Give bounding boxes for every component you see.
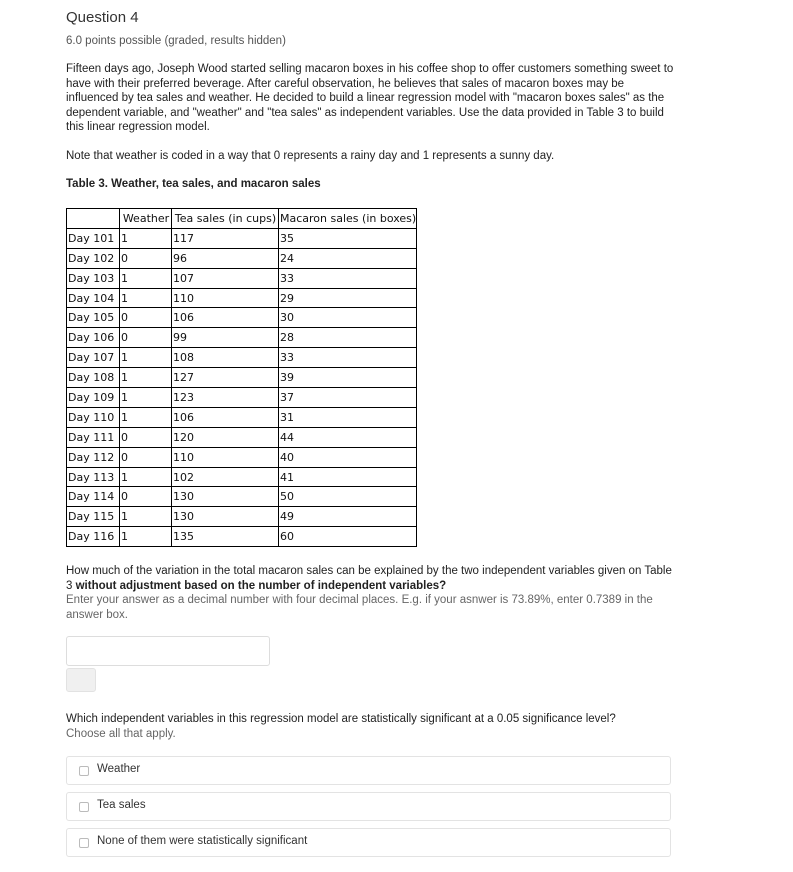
table-row: [67, 248, 417, 268]
cell-tea-sales: 106: [172, 308, 279, 328]
cell-macaron-sales: 33: [279, 268, 417, 288]
cell-tea-sales: 110: [172, 447, 279, 467]
cell-weather: 1: [120, 368, 172, 388]
cell-day: Day 114: [67, 487, 120, 507]
question-intro: Fifteen days ago, Joseph Wood started selling macaron boxes in his coffee shop to offer customers something sweet to have with their preferred beverage. After careful observation, he believes that sales of macaron boxes may be influenced by tea sales and weather. He decided to build a linear regression model with "macaron boxes sales" as the dependent variable, and "weather" and "tea sales" as independent variables. Use the data provided in Table 3 to build this linear regression model.: [66, 63, 674, 133]
cell-day: Day 107: [67, 348, 120, 368]
cell-tea-sales: 130: [172, 487, 279, 507]
column-header-macaron-sales: Macaron sales (in boxes): [279, 209, 417, 229]
table-row: [67, 288, 417, 308]
cell-macaron-sales: 50: [279, 487, 417, 507]
cell-tea-sales: 130: [172, 507, 279, 527]
answer-input[interactable]: [66, 636, 270, 666]
table-caption: Table 3. Weather, tea sales, and macaron sales: [66, 178, 321, 190]
table-row: [67, 328, 417, 348]
table-row: [67, 487, 417, 507]
part1-hint: Enter your answer as a decimal number with four decimal places. E.g. if your asnwer is 73.89%, enter 0.7389 in the answer box.: [66, 594, 653, 621]
cell-macaron-sales: 31: [279, 407, 417, 427]
column-header-tea-sales: Tea sales (in cups): [172, 209, 279, 229]
cell-weather: 1: [120, 388, 172, 408]
cell-tea-sales: 110: [172, 288, 279, 308]
cell-day: Day 106: [67, 328, 120, 348]
cell-macaron-sales: 24: [279, 248, 417, 268]
cell-day: Day 111: [67, 427, 120, 447]
cell-tea-sales: 99: [172, 328, 279, 348]
cell-macaron-sales: 44: [279, 427, 417, 447]
part1-question: [66, 564, 678, 622]
part2-question: [66, 712, 678, 741]
cell-weather: 1: [120, 228, 172, 248]
checkbox-tea-sales[interactable]: [79, 802, 89, 812]
cell-day: Day 105: [67, 308, 120, 328]
checkbox-weather[interactable]: [79, 766, 89, 776]
cell-macaron-sales: 40: [279, 447, 417, 467]
cell-macaron-sales: 29: [279, 288, 417, 308]
cell-macaron-sales: 33: [279, 348, 417, 368]
cell-macaron-sales: 28: [279, 328, 417, 348]
cell-weather: 0: [120, 248, 172, 268]
cell-tea-sales: 117: [172, 228, 279, 248]
part2-prompt: Which independent variables in this regression model are statistically significant at a 0.05 significance level?: [66, 713, 616, 725]
cell-tea-sales: 135: [172, 527, 279, 547]
cell-macaron-sales: 39: [279, 368, 417, 388]
checkbox-none[interactable]: [79, 838, 89, 848]
table-row: [67, 507, 417, 527]
table-header-row: [67, 209, 417, 229]
option-tea-sales[interactable]: [66, 792, 671, 821]
cell-weather: 0: [120, 308, 172, 328]
cell-tea-sales: 106: [172, 407, 279, 427]
part1-prompt-end: ?: [439, 579, 447, 592]
option-none[interactable]: [66, 828, 671, 857]
cell-day: Day 115: [67, 507, 120, 527]
cell-day: Day 108: [67, 368, 120, 388]
cell-day: Day 109: [67, 388, 120, 408]
cell-macaron-sales: 30: [279, 308, 417, 328]
cell-weather: 1: [120, 348, 172, 368]
cell-weather: 1: [120, 527, 172, 547]
cell-day: Day 113: [67, 467, 120, 487]
option-label-tea-sales: Tea sales: [97, 799, 146, 811]
cell-tea-sales: 123: [172, 388, 279, 408]
table-row: [67, 447, 417, 467]
cell-macaron-sales: 35: [279, 228, 417, 248]
cell-weather: 0: [120, 487, 172, 507]
cell-day: Day 103: [67, 268, 120, 288]
cell-day: Day 116: [67, 527, 120, 547]
column-header-weather: Weather: [120, 209, 172, 229]
submit-button[interactable]: [66, 668, 96, 692]
option-label-none: None of them were statistically significant: [97, 835, 308, 847]
cell-tea-sales: 102: [172, 467, 279, 487]
cell-weather: 1: [120, 507, 172, 527]
cell-day: Day 104: [67, 288, 120, 308]
cell-macaron-sales: 49: [279, 507, 417, 527]
question-title: Question 4: [66, 9, 139, 26]
cell-tea-sales: 107: [172, 268, 279, 288]
part1-prompt-bold: without adjustment based on the number of independent variables: [75, 579, 440, 592]
data-table: [66, 208, 417, 547]
cell-macaron-sales: 37: [279, 388, 417, 408]
part2-hint: Choose all that apply.: [66, 727, 176, 740]
table-row: [67, 407, 417, 427]
cell-weather: 0: [120, 427, 172, 447]
table-row: [67, 228, 417, 248]
cell-macaron-sales: 41: [279, 467, 417, 487]
cell-tea-sales: 120: [172, 427, 279, 447]
question-note: Note that weather is coded in a way that 0 represents a rainy day and 1 represents a sunny day.: [66, 150, 555, 162]
option-weather[interactable]: [66, 756, 671, 785]
table-row: [67, 308, 417, 328]
option-label-weather: Weather: [97, 763, 141, 775]
cell-tea-sales: 108: [172, 348, 279, 368]
cell-weather: 1: [120, 288, 172, 308]
table-row: [67, 268, 417, 288]
column-header-day: [67, 209, 120, 229]
table-row: [67, 388, 417, 408]
points-possible: 6.0 points possible (graded, results hidden): [66, 35, 286, 47]
cell-weather: 1: [120, 268, 172, 288]
part1-prompt-start: How much of the variation in the total macaron sales can be explained by the two independent variables given on Table 3: [66, 565, 672, 592]
table-row: [67, 368, 417, 388]
cell-tea-sales: 96: [172, 248, 279, 268]
table-row: [67, 427, 417, 447]
cell-weather: 0: [120, 328, 172, 348]
table-row: [67, 467, 417, 487]
cell-day: Day 101: [67, 228, 120, 248]
cell-tea-sales: 127: [172, 368, 279, 388]
cell-macaron-sales: 60: [279, 527, 417, 547]
cell-day: Day 102: [67, 248, 120, 268]
table-row: [67, 348, 417, 368]
cell-weather: 1: [120, 407, 172, 427]
table-row: [67, 527, 417, 547]
cell-weather: 1: [120, 467, 172, 487]
cell-day: Day 112: [67, 447, 120, 467]
cell-day: Day 110: [67, 407, 120, 427]
cell-weather: 0: [120, 447, 172, 467]
